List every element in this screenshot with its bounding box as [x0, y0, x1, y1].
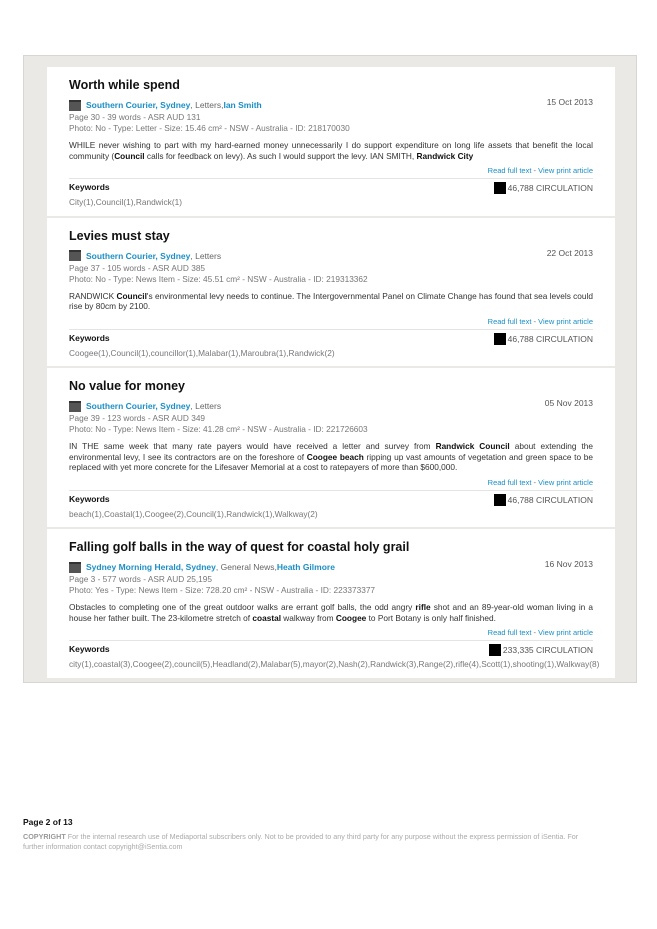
keywords-label: Keywords — [69, 332, 110, 343]
read-full-text-link[interactable]: Read full text — [487, 477, 532, 487]
body-segment: walkway from — [281, 612, 336, 623]
source-row — [69, 99, 593, 111]
keywords-label: Keywords — [69, 493, 110, 504]
article-links — [69, 478, 593, 487]
body-segment: 's environmental levy needs to continue. The Intergovernmental Panel on Climate Change has found that sea levels could rise by 80cm by 2100. — [69, 290, 593, 311]
article-card — [47, 529, 615, 678]
author-link[interactable]: Ian Smith — [223, 100, 262, 110]
circulation-value: 46,788 CIRCULATION — [507, 333, 593, 344]
link-separator: - — [531, 628, 539, 637]
source-row — [69, 247, 593, 262]
circulation-value: 46,788 CIRCULATION — [507, 494, 593, 505]
article-date: 05 Nov 2013 — [544, 398, 593, 408]
source-link[interactable]: Sydney Morning Herald, Sydney — [86, 562, 216, 572]
section-label: , Letters, — [190, 100, 224, 110]
meta-line-1: Page 30 - 39 words - ASR AUD 131 — [69, 112, 201, 122]
keywords-list: beach(1),Coastal(1),Coogee(2),Council(1),Randwick(1),Walkway(2) — [69, 508, 318, 519]
keywords-list: city(1),coastal(3),Coogee(2),council(5),Headland(2),Malabar(5),mayor(2),Nash(2),Randwick(3),Range(2),rifle(4),Scott(1),shooting(1),Walkway(8) — [69, 659, 600, 669]
highlighted-keyword: Coogee — [335, 612, 367, 623]
source-link[interactable]: Southern Courier, Sydney — [86, 250, 191, 261]
divider — [69, 178, 593, 179]
meta-line-1: Page 3 - 577 words - ASR AUD 25,195 — [69, 574, 212, 584]
body-segment: IN THE same week that many rate payers would have received a letter and survey from — [69, 441, 436, 451]
view-print-article-link[interactable]: View print article — [538, 166, 593, 175]
article-links — [69, 317, 593, 326]
meta-line-1: Page 37 - 105 words - ASR AUD 385 — [69, 262, 206, 273]
article-title: Levies must stay — [69, 228, 170, 243]
author-link[interactable]: Heath Gilmore — [276, 562, 335, 572]
copyright-text: For the internal research use of Mediaportal subscribers only. Not to be provided to any third party for any purpose without the express permission of iSentia. For further information contact copyright@iSentia.com — [23, 832, 579, 851]
keywords-list: Coogee(1),Council(1),councillor(1),Malabar(1),Maroubra(1),Randwick(2) — [69, 347, 335, 358]
newspaper-icon — [69, 562, 81, 573]
body-segment: about extending the environmental levy, I see its contractors are on the foreshore of — [69, 441, 593, 462]
keywords-label: Keywords — [69, 644, 110, 654]
view-print-article-link[interactable]: View print article — [538, 628, 593, 637]
keywords-list: City(1),Council(1),Randwick(1) — [69, 197, 182, 207]
body-segment: Obstacles to completing one of the great outdoor walks are errant golf balls, the odd angry — [69, 602, 416, 612]
circulation — [494, 494, 593, 506]
body-segment: shot and an 89-year-old woman living in a house her father built. The 23-kilometre stretch of — [69, 602, 594, 623]
circulation — [494, 182, 593, 194]
section-label: , General News, — [215, 562, 277, 572]
article-list — [47, 67, 615, 678]
page-number: Page 2 of 13 — [23, 817, 73, 827]
divider — [69, 329, 593, 330]
highlighted-keyword: Randwick City — [416, 150, 474, 161]
view-print-article-link[interactable]: View print article — [538, 477, 593, 487]
body-segment: calls for feedback on levy). As such I would support the levy. IAN SMITH, — [144, 150, 417, 161]
body-segment: ripping up vast amounts of vegetation and green space to be replaced with yet more concrete for the Lifesaver Memorial at a cost to ratepayers of more than $600,000. — [69, 451, 593, 472]
article-card — [47, 67, 615, 218]
article-card — [47, 368, 615, 529]
meta-line-2: Photo: No - Type: News Item - Size: 41.28 cm² - NSW - Australia - ID: 221726603 — [69, 424, 368, 434]
section-label: , Letters — [190, 401, 222, 411]
circulation — [489, 644, 593, 656]
article-title: Worth while spend — [69, 78, 180, 92]
meta-line-2: Photo: No - Type: Letter - Size: 15.46 cm² - NSW - Australia - ID: 218170030 — [69, 123, 350, 133]
copyright-label: COPYRIGHT — [23, 832, 66, 841]
copyright-notice — [23, 832, 583, 851]
article-date: 22 Oct 2013 — [546, 247, 593, 258]
highlighted-keyword: Council — [114, 150, 145, 161]
article-body — [69, 291, 593, 312]
highlighted-keyword: rifle — [415, 602, 431, 612]
article-body — [69, 602, 593, 623]
article-title: Falling golf balls in the way of quest for coastal holy grail — [69, 540, 410, 554]
meta-line-2: Photo: No - Type: News Item - Size: 45.51 cm² - NSW - Australia - ID: 219313362 — [69, 273, 368, 284]
article-body — [69, 441, 593, 473]
circulation-value: 233,335 CIRCULATION — [502, 645, 593, 655]
article-links — [69, 166, 593, 175]
highlighted-keyword: Randwick Council — [435, 441, 510, 451]
source-row — [69, 561, 593, 573]
keywords-label: Keywords — [69, 182, 110, 192]
highlighted-keyword: Council — [116, 290, 147, 301]
keywords-header — [69, 644, 593, 656]
newspaper-icon — [69, 100, 81, 111]
keywords-header — [69, 182, 593, 194]
article-body — [69, 140, 593, 161]
link-separator: - — [531, 477, 539, 487]
read-full-text-link[interactable]: Read full text — [487, 628, 532, 637]
article-card — [47, 218, 615, 369]
read-full-text-link[interactable]: Read full text — [487, 316, 532, 326]
section-label: , Letters — [190, 250, 222, 261]
circulation — [494, 333, 593, 345]
circulation-icon — [494, 182, 506, 194]
body-segment: to Port Botany is only half finished. — [366, 612, 496, 623]
article-links — [69, 628, 593, 637]
source-link[interactable]: Southern Courier, Sydney — [86, 100, 191, 110]
article-date: 15 Oct 2013 — [546, 97, 593, 107]
view-print-article-link[interactable]: View print article — [538, 316, 593, 326]
keywords-header — [69, 333, 593, 345]
meta-line-1: Page 39 - 123 words - ASR AUD 349 — [69, 413, 206, 423]
body-segment: WHILE never wishing to part with my hard-earned money unnecessarily I do support expenditure on long life assets that benefit the local community ( — [69, 140, 593, 161]
divider — [69, 640, 593, 641]
article-date: 16 Nov 2013 — [544, 559, 593, 569]
meta-line-2: Photo: Yes - Type: News Item - Size: 728.20 cm² - NSW - Australia - ID: 223373377 — [69, 585, 376, 595]
circulation-value: 46,788 CIRCULATION — [507, 183, 593, 193]
keywords-header — [69, 494, 593, 506]
read-full-text-link[interactable]: Read full text — [487, 166, 532, 175]
newspaper-icon — [69, 250, 81, 261]
body-segment: RANDWICK — [69, 290, 117, 301]
link-separator: - — [531, 316, 539, 326]
highlighted-keyword: coastal — [252, 612, 281, 623]
circulation-icon — [494, 494, 506, 506]
source-row — [69, 400, 593, 412]
highlighted-keyword: Coogee beach — [306, 451, 364, 462]
circulation-icon — [494, 333, 506, 345]
article-title: No value for money — [69, 379, 185, 393]
source-link[interactable]: Southern Courier, Sydney — [86, 401, 191, 411]
newspaper-icon — [69, 401, 81, 412]
divider — [69, 490, 593, 491]
link-separator: - — [531, 166, 539, 175]
circulation-icon — [489, 644, 501, 656]
